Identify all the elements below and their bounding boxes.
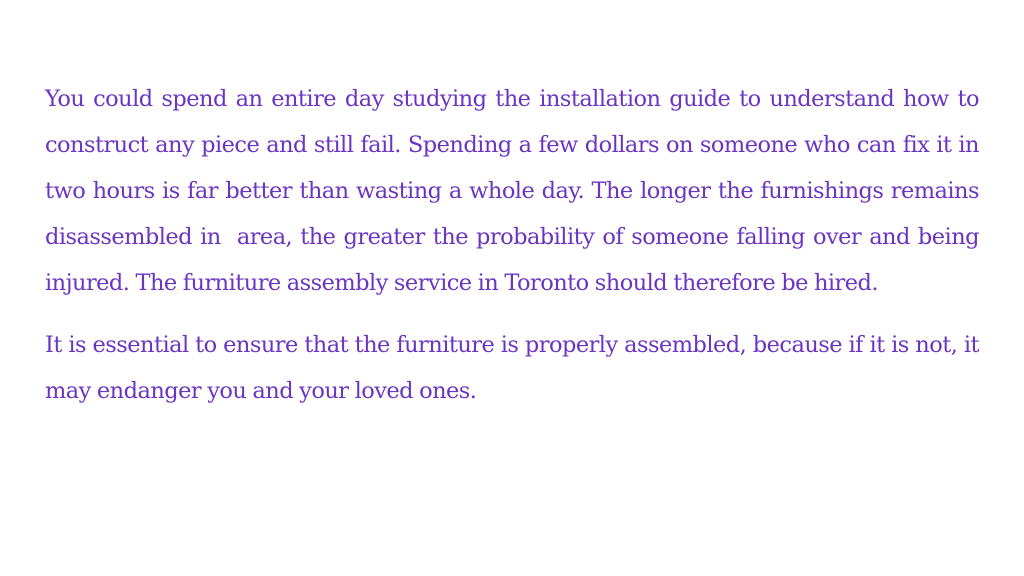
paragraph-2: It is essential to ensure that the furniture is properly assembled, because if it is not, it may endanger you and your loved ones. <box>45 332 986 404</box>
paragraph-1: You could spend an entire day studying the installation guide to understand how to construct any piece and still fail. Spending a few dollars on someone who can fix it in two hours is far better than wasting a whole day. The longer the furnishings remains disassembled in area, the greater the probability of someone falling over and being injured. The furniture assembly service in Toronto should therefore be hired. <box>45 86 986 296</box>
